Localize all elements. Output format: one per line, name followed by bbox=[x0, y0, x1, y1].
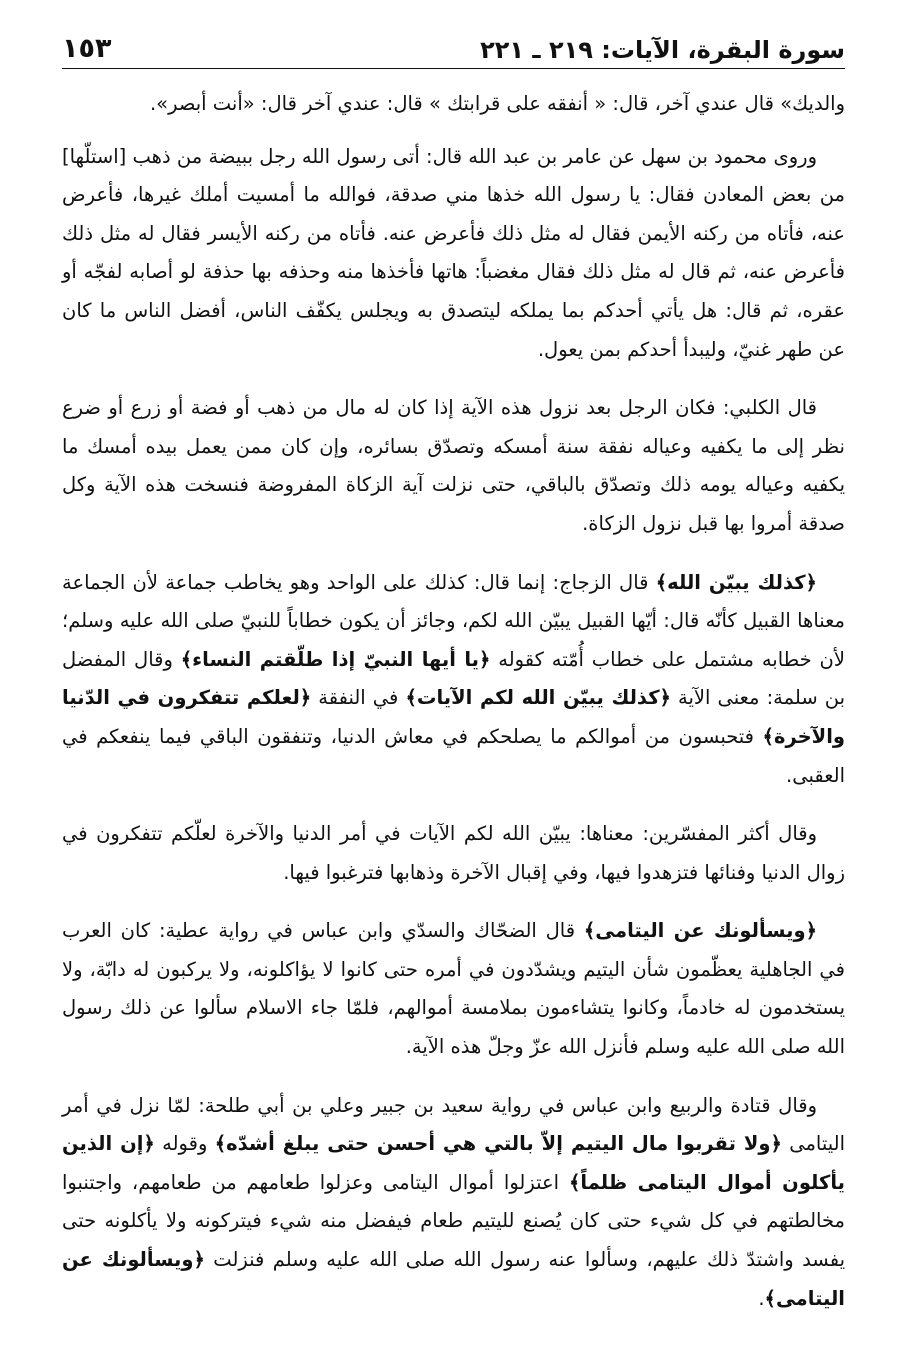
paragraph-3 bbox=[62, 389, 845, 543]
paragraph-5 bbox=[62, 815, 845, 892]
page-body bbox=[62, 85, 845, 1318]
paragraph-text: والديك» قال عندي آخر، قال: « أنفقه على قرابتك » قال: عندي آخر قال: «أنت أبصر». bbox=[149, 92, 845, 115]
surah-title: سورة البقرة، الآيات: ٢١٩ ـ ٢٢١ bbox=[480, 36, 845, 64]
paragraph-4 bbox=[62, 564, 845, 796]
paragraph-text: قال الكلبي: فكان الرجل بعد نزول هذه الآية إذا كان له مال من ذهب أو فضة أو زرع أو ضرع نظر إلى ما يكفيه وعياله نفقة سنة أمسكه وتصدّق بسائره، وإن كان ممن يعمل بيده أمسك ما يكفيه وعياله يومه ذلك وتصدّق بالباقي، حتى نزلت آية الزكاة المفروضة فنسخت هذه الآية وكل صدقة أمروا بها قبل نزول الزكاة. bbox=[62, 396, 845, 535]
paragraph-text: وقال قتادة والربيع وابن عباس في رواية سعيد بن جبير وعلي بن أبي طلحة: لمّا نزل في أمر اليتامى bbox=[62, 1093, 845, 1156]
quran-quote: ﴿ويسألونك عن اليتامى﴾ bbox=[62, 1248, 845, 1310]
paragraph-6 bbox=[62, 912, 845, 1066]
paragraph-1 bbox=[62, 85, 845, 124]
quran-quote: ﴿لعلكم تتفكرون في الدّنيا والآخرة﴾ bbox=[62, 686, 845, 748]
quran-quote: ﴿كذلك يبيّن الله﴾ bbox=[655, 570, 817, 594]
page-number: ١٥٣ bbox=[62, 33, 112, 64]
paragraph-text: قال الزجاج: إنما قال: كذلك على الواحد وهو يخاطب جماعة لأن الجماعة معناها القبيل كأنّه قال: أيّها القبيل يبيّن الله لكم، وجائز أن يكون خطاباً للنبيّ صلى الله عليه وسلم؛ لأن خطابه مشتمل على خطاب أُمّته كقوله bbox=[62, 570, 845, 671]
quran-quote: ﴿ويسألونك عن اليتامى﴾ bbox=[583, 919, 817, 943]
paragraph-text: فتحبسون من أموالكم ما يصلحكم في معاش الدنيا، وتنفقون الباقي فيما ينفعكم في العقبى. bbox=[62, 724, 845, 787]
paragraph-text: وقال أكثر المفسّرين: معناها: يبيّن الله لكم الآيات في أمر الدنيا والآخرة لعلّكم تتفكرون في زوال الدنيا وفنائها فتزهدوا فيها، وفي إقبال الآخرة وذهابها فترغبوا فيها. bbox=[62, 822, 845, 884]
paragraph-text: وروى محمود بن سهل عن عامر بن عبد الله قال: أتى رسول الله رجل ببيضة من ذهب [استلّها] من بعض المعادن فقال: يا رسول الله خذها مني صدقة، فوالله ما أمسيت أملك غيرها، فأعرض عنه، فأتاه من ركنه الأيمن فقال له مثل ذلك فأعرض عنه. فأتاه من ركنه الأيسر فقال له مثل ذلك فأعرض عنه، ثم قال له مثل ذلك فقال مغضباً: هاتها فأخذها منه وحذفه بها حذفة لو أصابه لفجّه أو عقره، ثم قال: هل يأتي أحدكم بما يملكه ليتصدق به ويجلس يكفّف الناس، أفضل الناس ما كان عن طهر غنيّ، وليبدأ أحدكم بمن يعول. bbox=[62, 144, 845, 361]
paragraph-text: وقوله bbox=[154, 1132, 215, 1156]
page-header bbox=[62, 26, 845, 69]
paragraph-text: . bbox=[758, 1286, 765, 1310]
paragraph-7 bbox=[62, 1087, 845, 1319]
paragraph-text: اعتزلوا أموال اليتامى وعزلوا طعامهم من طعامهم، واجتنبوا مخالطتهم في كل شيء حتى كان يُصنع لليتيم طعام فيفضل منه شيء فيتركونه ولا يأكلونه حتى يفسد واشتدّ ذلك عليهم، وسألوا عنه رسول الله صلى الله عليه وسلم فنزلت bbox=[62, 1170, 845, 1272]
quran-quote: ﴿ولا تقربوا مال اليتيم إلاّ بالتي هي أحسن حتى يبلغ أشدّه﴾ bbox=[214, 1132, 782, 1156]
paragraph-text: في النفقة bbox=[311, 686, 406, 710]
quran-quote: ﴿إن الذين يأكلون أموال اليتامى ظلماً﴾ bbox=[62, 1132, 845, 1194]
paragraph-2 bbox=[62, 138, 845, 370]
paragraph-text: قال الضحّاك والسدّي وابن عباس في رواية عطية: كان العرب في الجاهلية يعظّمون شأن اليتيم ويشدّدون في أمره حتى كانوا لا يؤاكلونه، ولا يركبون له دابّة، ولا يستخدمون له خادماً، وكانوا يتشاءمون بملامسة أموالهم، فلمّا جاء الاسلام سألوا عن ذلك رسول الله صلى الله عليه وسلم فأنزل الله عزّ وجلّ هذه الآية. bbox=[62, 919, 845, 1059]
paragraph-text: وقال المفضل بن سلمة: معنى الآية bbox=[62, 647, 845, 710]
quran-quote: ﴿كذلك يبيّن الله لكم الآيات﴾ bbox=[405, 686, 671, 710]
quran-quote: ﴿يا أيها النبيّ إذا طلّقتم النساء﴾ bbox=[180, 647, 491, 671]
